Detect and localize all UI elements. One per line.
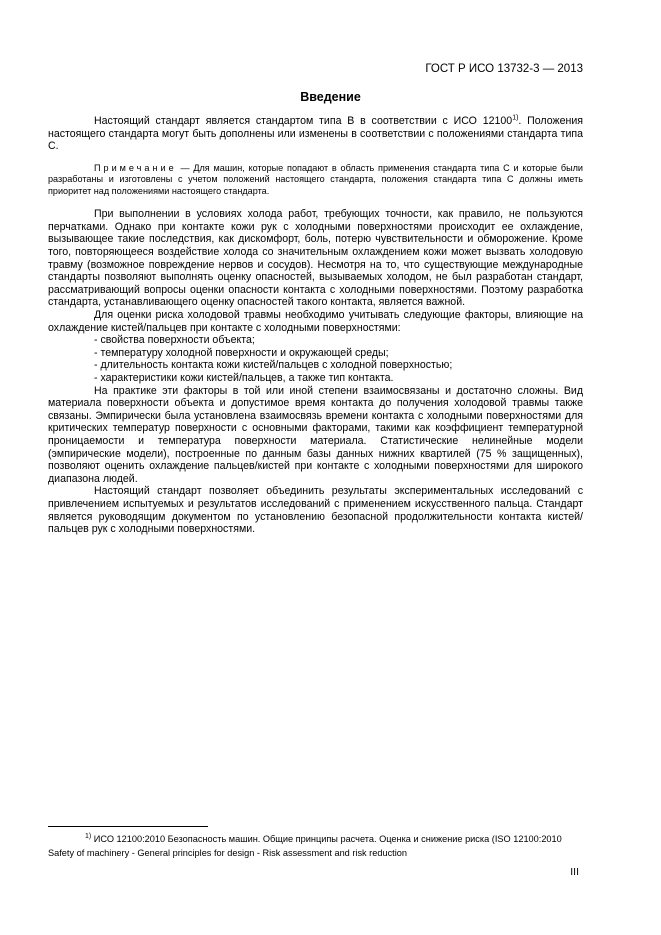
- footnote-text: ИСО 12100:2010 Безопасность машин. Общие принципы расчета. Оценка и снижение риска (ISO 12100:2010 Safety of machinery - General principles for design - Risk assessment and risk reduction: [48, 834, 562, 858]
- page-number: III: [570, 866, 579, 878]
- paragraph-practice: На практике эти факторы в той или иной степени взаимосвязаны и достаточно сложны. Вид материала поверхности объекта и допустимое время контакта до получения холодовой травмы также связаны. Эмпирически была установлена взаимосвязь времени контакта с холодными поверхностями для критических температур поверхности с основными факторами, такими как коэффициент температурной проницаемости и температура поверхности материала. Статистические нелинейные модели (эмпирические модели), построенные по данным базы данных нижних квартилей (75 % защищенных), позволяют оценить охлаждение пальцев/кистей при контакте с холодными поверхностями для широкого диапазона людей.: [48, 384, 583, 485]
- intro-text: Настоящий стандарт является стандартом типа В в соответствии с ИСО 12100: [94, 115, 513, 127]
- document-body: [48, 115, 583, 536]
- list-item: - длительность контакта кожи кистей/пальцев с холодной поверхностью;: [94, 359, 453, 372]
- footnote-divider: [48, 826, 208, 827]
- page-title: Введение: [300, 90, 361, 104]
- list-item: - температуру холодной поверхности и окружающей среды;: [94, 346, 389, 359]
- list-item: - свойства поверхности объекта;: [94, 334, 255, 347]
- list-item: - характеристики кожи кистей/пальцев, а также тип контакта.: [94, 372, 394, 384]
- paragraph-standard-scope: Настоящий стандарт позволяет объединить результаты экспериментальных исследований с привлечением испытуемых и результатов исследований с применением искусственного пальца. Стандарт является руководящим документом по установлению безопасной продолжительности контакта кистей/пальцев рук с холодными поверхностями.: [48, 485, 583, 536]
- note-label: Примечание: [94, 162, 177, 173]
- intro-paragraph: [48, 115, 583, 153]
- document-header: ГОСТ Р ИСО 13732-3 — 2013: [425, 63, 583, 75]
- intro-text-after: . Положения настоящего стандарта могут быть дополнены или изменены в соответствии с положениями стандарта типа С.: [48, 115, 583, 153]
- note-paragraph: [48, 163, 583, 198]
- paragraph-risk-factors: Для оценки риска холодовой травмы необходимо учитывать следующие факторы, влияющие на охлаждение кистей/пальцев при контакте с холодными поверхностями:: [48, 309, 583, 334]
- footnote-reference: 1): [512, 114, 519, 122]
- paragraph-cold-work: При выполнении в условиях холода работ, требующих точности, как правило, не пользуются перчатками. Однако при контакте кожи рук с холодными поверхностями происходит ее охлаждение, вызывающее такие последствия, как дискомфорт, боль, потерю чувствительности и обморожение. Кроме того, повторяющееся воздействие холода со значительным охлаждением кожи может вызвать холодовую травму (возможное повреждение нервов и сосудов). Несмотря на то, что существующие международные стандарты позволяют выполнять оценку опасностей, вызываемых холодом, не был разработан стандарт, рассматривающий вопросы оценки опасности контакта с холодными поверхностями. Поэтому разработка стандарта, устанавливающего оценку опасностей такого контакта, является важной.: [48, 208, 583, 309]
- footnote-mark: 1): [85, 832, 92, 840]
- note-text: — Для машин, которые попадают в область применения стандарта типа С и которые были разработаны и изготовлены с учетом положений настоящего стандарта, положения стандарта типа С должны иметь приоритет над положениями настоящего стандарта.: [48, 162, 583, 196]
- footnote: [48, 833, 568, 860]
